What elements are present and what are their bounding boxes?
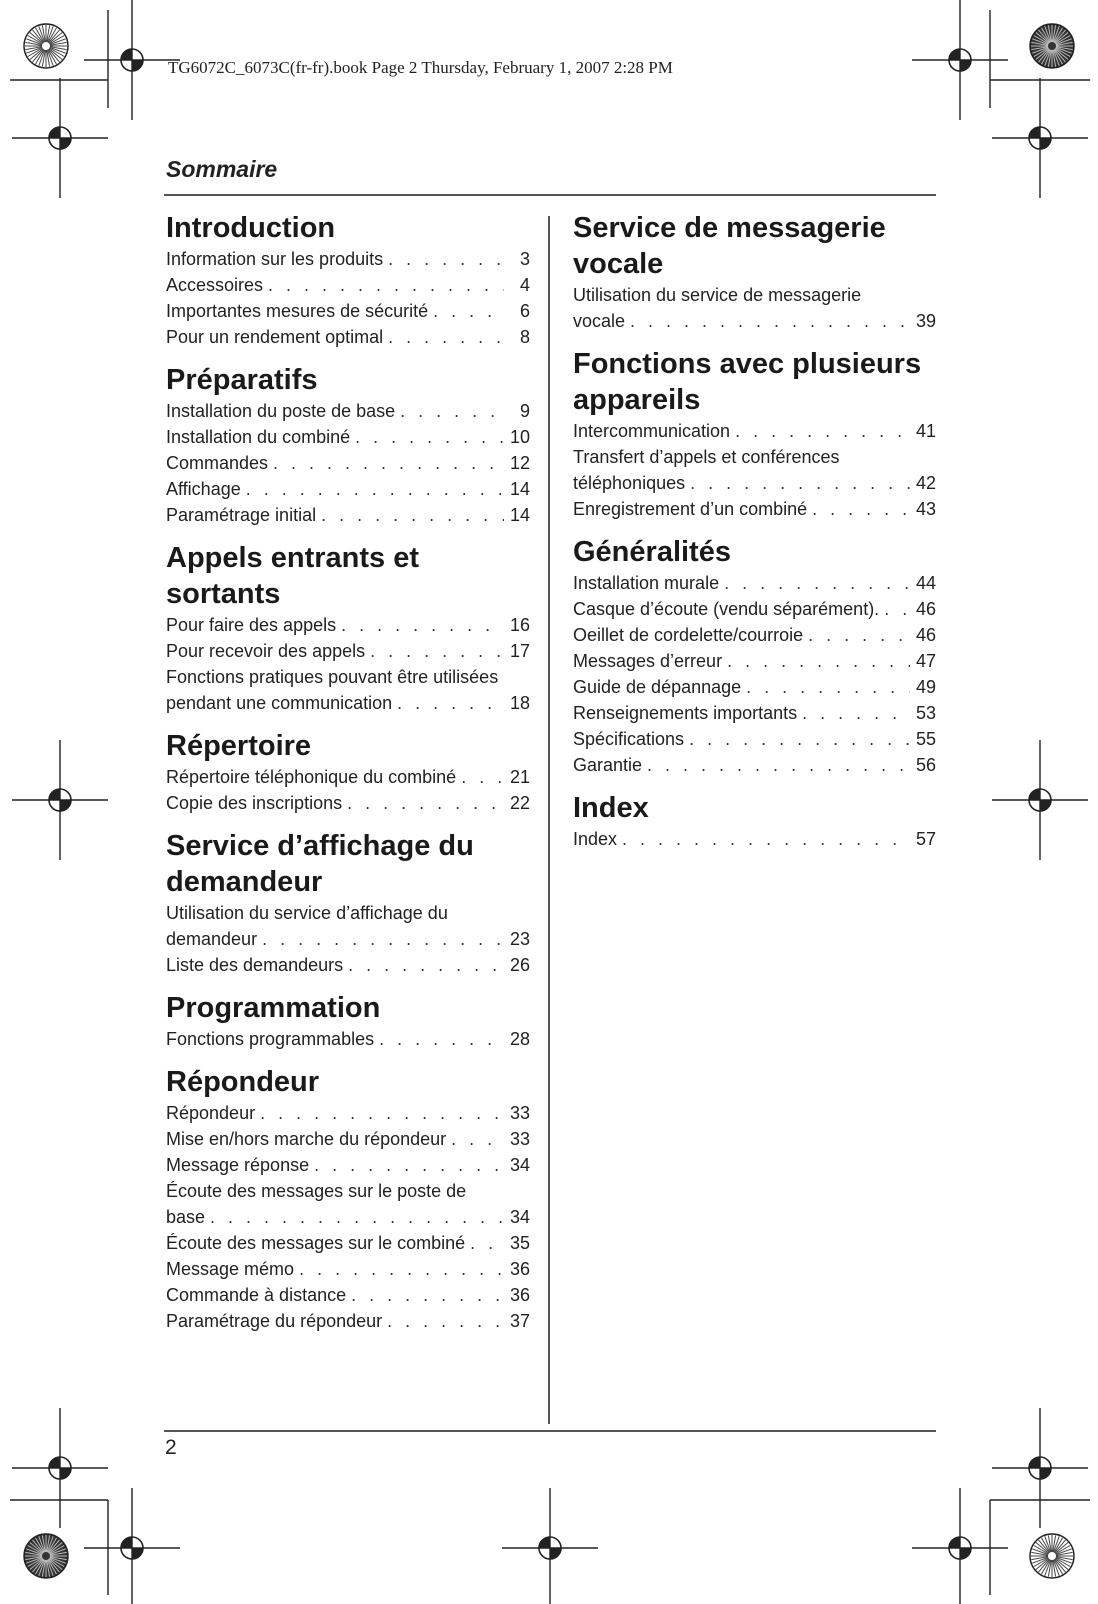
toc-entry-page-number: 6 bbox=[519, 301, 530, 321]
toc-entry bbox=[166, 690, 530, 716]
toc-entry bbox=[166, 764, 530, 790]
section-heading: Programmation bbox=[166, 992, 381, 1024]
toc-entry bbox=[166, 790, 530, 816]
section-heading: Service d’affichage du demandeur bbox=[166, 830, 474, 898]
toc-entry-title: Répertoire téléphonique du combiné bbox=[166, 767, 457, 787]
toc-entry bbox=[166, 638, 530, 664]
toc-entry bbox=[166, 1126, 530, 1152]
toc-entry-page-number: 26 bbox=[509, 955, 530, 975]
toc-entry-page-number: 10 bbox=[509, 427, 530, 447]
toc-entry-title: téléphoniques bbox=[573, 473, 686, 493]
dot-leader bbox=[321, 502, 504, 528]
toc-entry-title-line: Utilisation du service d’affichage du bbox=[166, 903, 448, 923]
dot-leader bbox=[260, 1100, 504, 1126]
toc-entry-page-number: 55 bbox=[915, 729, 936, 749]
toc-entry-title: demandeur bbox=[166, 929, 258, 949]
toc-entry-page-number: 35 bbox=[509, 1233, 530, 1253]
column-divider bbox=[548, 216, 550, 1424]
toc-section bbox=[166, 990, 530, 1052]
toc-entry bbox=[573, 496, 936, 522]
toc-entry bbox=[166, 502, 530, 528]
toc-entry bbox=[166, 476, 530, 502]
dot-leader bbox=[347, 790, 504, 816]
toc-entry-title: Copie des inscriptions bbox=[166, 793, 343, 813]
toc-section bbox=[573, 210, 936, 334]
toc-entry bbox=[166, 612, 530, 638]
toc-section bbox=[573, 346, 936, 522]
toc-entry-page-number: 9 bbox=[519, 401, 530, 421]
bottom-rule bbox=[164, 1430, 936, 1432]
toc-entry-title: Pour recevoir des appels bbox=[166, 641, 366, 661]
toc-entry-title: Enregistrement d’un combiné bbox=[573, 499, 808, 519]
toc-entry-title: Paramétrage initial bbox=[166, 505, 317, 525]
dot-leader bbox=[647, 752, 910, 778]
dot-leader bbox=[630, 308, 910, 334]
toc-entry bbox=[166, 424, 530, 450]
dot-leader bbox=[724, 570, 910, 596]
registration-target-icon bbox=[12, 1408, 108, 1528]
dot-leader bbox=[341, 612, 504, 638]
toc-entry-title: Message mémo bbox=[166, 1259, 295, 1279]
toc-entry-title-line: Fonctions pratiques pouvant être utilisées bbox=[166, 667, 499, 687]
toc-entry-title: Importantes mesures de sécurité bbox=[166, 301, 429, 321]
toc-entry-page-number: 22 bbox=[509, 793, 530, 813]
toc-entry-page-number: 16 bbox=[509, 615, 530, 635]
toc-entry bbox=[166, 1204, 530, 1230]
toc-entry-title: Index bbox=[573, 829, 618, 849]
toc-entry-page-number: 4 bbox=[519, 275, 530, 295]
toc-section bbox=[573, 790, 936, 852]
toc-entry-title: Commandes bbox=[166, 453, 269, 473]
dot-leader bbox=[348, 952, 504, 978]
section-heading: Appels entrants et sortants bbox=[166, 542, 419, 610]
registration-target-icon bbox=[12, 740, 108, 860]
toc-entry-title-line: Transfert d’appels et conférences bbox=[573, 447, 840, 467]
toc-entry-page-number: 33 bbox=[509, 1129, 530, 1149]
starburst-registration-icon bbox=[24, 1534, 68, 1578]
toc-entry-title: Liste des demandeurs bbox=[166, 955, 344, 975]
toc-section bbox=[166, 362, 530, 528]
toc-entry-page-number: 21 bbox=[509, 767, 530, 787]
toc-entry bbox=[166, 398, 530, 424]
toc-entry-page-number: 34 bbox=[509, 1155, 530, 1175]
dot-leader bbox=[451, 1126, 504, 1152]
book-file-header: TG6072C_6073C(fr-fr).book Page 2 Thursday, February 1, 2007 2:28 PM bbox=[168, 58, 673, 77]
toc-entry-title: Message réponse bbox=[166, 1155, 310, 1175]
section-heading: Index bbox=[573, 792, 649, 824]
toc-entry-page-number: 17 bbox=[509, 641, 530, 661]
toc-entry-page-number: 44 bbox=[915, 573, 936, 593]
toc-entry-title: Casque d’écoute (vendu séparément). bbox=[573, 599, 880, 619]
toc-entry-title: Information sur les produits bbox=[166, 249, 384, 269]
toc-entry bbox=[166, 952, 530, 978]
toc-entry-page-number: 34 bbox=[509, 1207, 530, 1227]
dot-leader bbox=[812, 496, 910, 522]
registration-target-icon bbox=[912, 0, 1008, 120]
toc-entry bbox=[166, 1308, 530, 1334]
dot-leader bbox=[689, 726, 910, 752]
toc-entry bbox=[166, 1230, 530, 1256]
dot-leader bbox=[268, 272, 504, 298]
toc-entry-page-number: 39 bbox=[915, 311, 936, 331]
toc-entry-page-number: 12 bbox=[509, 453, 530, 473]
dot-leader bbox=[746, 674, 910, 700]
toc-entry bbox=[573, 674, 936, 700]
toc-entry-page-number: 33 bbox=[509, 1103, 530, 1123]
toc-section bbox=[166, 1064, 530, 1334]
toc-section bbox=[166, 540, 530, 716]
toc-entry bbox=[573, 726, 936, 752]
toc-entry-title: Répondeur bbox=[166, 1103, 256, 1123]
toc-right-column bbox=[573, 210, 936, 852]
toc-entry-title: Écoute des messages sur le combiné bbox=[166, 1233, 466, 1253]
toc-entry-page-number: 47 bbox=[915, 651, 936, 671]
toc-entry bbox=[573, 752, 936, 778]
section-heading: Préparatifs bbox=[166, 364, 318, 396]
toc-entry bbox=[166, 246, 530, 272]
toc-entry-title: Mise en/hors marche du répondeur bbox=[166, 1129, 447, 1149]
toc-entry-page-number: 23 bbox=[509, 929, 530, 949]
dot-leader bbox=[355, 424, 504, 450]
dot-leader bbox=[802, 700, 910, 726]
toc-entry-title: Intercommunication bbox=[573, 421, 731, 441]
toc-entry-page-number: 37 bbox=[509, 1311, 530, 1331]
toc-entry-title: Pour un rendement optimal bbox=[166, 327, 384, 347]
starburst-registration-icon bbox=[1030, 1534, 1074, 1578]
toc-entry bbox=[166, 1282, 530, 1308]
toc-entry-title-line: Utilisation du service de messagerie bbox=[573, 285, 862, 305]
section-heading: Introduction bbox=[166, 212, 336, 244]
dot-leader bbox=[808, 622, 910, 648]
toc-entry bbox=[573, 596, 936, 622]
dot-leader bbox=[387, 1308, 504, 1334]
registration-target-icon bbox=[84, 0, 180, 120]
dot-leader bbox=[727, 648, 910, 674]
toc-entry bbox=[166, 450, 530, 476]
registration-target-icon bbox=[912, 1488, 1008, 1604]
dot-leader bbox=[690, 470, 910, 496]
page-number: 2 bbox=[165, 1436, 177, 1459]
dot-leader bbox=[884, 596, 910, 622]
toc-entry bbox=[166, 298, 530, 324]
dot-leader bbox=[262, 926, 504, 952]
section-heading: Répondeur bbox=[166, 1066, 320, 1098]
toc-entry bbox=[166, 1152, 530, 1178]
dot-leader bbox=[735, 418, 910, 444]
toc-entry-page-number: 56 bbox=[915, 755, 936, 775]
toc-entry-title: Affichage bbox=[166, 479, 241, 499]
toc-entry-title: Messages d’erreur bbox=[573, 651, 723, 671]
toc-entry-title: Fonctions programmables bbox=[166, 1029, 375, 1049]
toc-entry-page-number: 14 bbox=[509, 505, 530, 525]
dot-leader bbox=[622, 826, 910, 852]
toc-entry bbox=[573, 826, 936, 852]
toc-entry-page-number: 57 bbox=[915, 829, 936, 849]
toc-entry-title: Pour faire des appels bbox=[166, 615, 337, 635]
dot-leader bbox=[273, 450, 504, 476]
dot-leader bbox=[388, 324, 504, 350]
dot-leader bbox=[299, 1256, 504, 1282]
toc-entry-title: base bbox=[166, 1207, 206, 1227]
toc-entry bbox=[166, 1026, 530, 1052]
toc-entry bbox=[166, 272, 530, 298]
toc-section bbox=[573, 534, 936, 778]
dot-leader bbox=[400, 398, 504, 424]
toc-section bbox=[166, 728, 530, 816]
dot-leader bbox=[314, 1152, 504, 1178]
toc-entry bbox=[573, 418, 936, 444]
section-heading: Généralités bbox=[573, 536, 731, 568]
toc-entry-title: Installation du poste de base bbox=[166, 401, 396, 421]
dot-leader bbox=[433, 298, 504, 324]
toc-entry-title: pendant une communication bbox=[166, 693, 393, 713]
registration-target-icon bbox=[992, 78, 1088, 198]
toc-entry-page-number: 49 bbox=[915, 677, 936, 697]
toc-section bbox=[166, 210, 530, 350]
top-rule bbox=[164, 194, 936, 196]
toc-entry-title: Installation murale bbox=[573, 573, 720, 593]
toc-entry-page-number: 36 bbox=[509, 1259, 530, 1279]
toc-entry bbox=[166, 1100, 530, 1126]
toc-entry bbox=[573, 648, 936, 674]
dot-leader bbox=[210, 1204, 504, 1230]
registration-target-icon bbox=[12, 78, 108, 198]
toc-entry-page-number: 53 bbox=[915, 703, 936, 723]
dot-leader bbox=[351, 1282, 504, 1308]
toc-entry-page-number: 42 bbox=[915, 473, 936, 493]
toc-left-column bbox=[166, 210, 530, 1334]
registration-target-icon bbox=[84, 1488, 180, 1604]
toc-entry bbox=[573, 570, 936, 596]
toc-entry bbox=[166, 324, 530, 350]
toc-entry-title: Paramétrage du répondeur bbox=[166, 1311, 383, 1331]
toc-entry-page-number: 46 bbox=[915, 625, 936, 645]
toc-entry-page-number: 14 bbox=[509, 479, 530, 499]
toc-entry bbox=[573, 470, 936, 496]
toc-entry-title: Installation du combiné bbox=[166, 427, 351, 447]
toc-entry-page-number: 18 bbox=[509, 693, 530, 713]
toc-entry-title: Garantie bbox=[573, 755, 643, 775]
toc-entry bbox=[573, 700, 936, 726]
page-title: Sommaire bbox=[166, 156, 278, 182]
toc-entry-title: Renseignements importants bbox=[573, 703, 798, 723]
registration-target-icon bbox=[992, 1408, 1088, 1528]
toc-entry-page-number: 43 bbox=[915, 499, 936, 519]
registration-target-icon bbox=[992, 740, 1088, 860]
toc-entry-title-line: Écoute des messages sur le poste de bbox=[166, 1181, 467, 1201]
section-heading: Service de messagerie vocale bbox=[573, 212, 886, 280]
toc-entry bbox=[166, 926, 530, 952]
dot-leader bbox=[397, 690, 504, 716]
toc-entry-title: Accessoires bbox=[166, 275, 264, 295]
dot-leader bbox=[461, 764, 504, 790]
toc-entry-title: Guide de dépannage bbox=[573, 677, 742, 697]
toc-entry-page-number: 3 bbox=[519, 249, 530, 269]
toc-entry bbox=[166, 1256, 530, 1282]
toc-entry-page-number: 41 bbox=[915, 421, 936, 441]
dot-leader bbox=[470, 1230, 504, 1256]
starburst-registration-icon bbox=[1030, 24, 1074, 68]
toc-entry-page-number: 46 bbox=[915, 599, 936, 619]
dot-leader bbox=[379, 1026, 504, 1052]
dot-leader bbox=[246, 476, 504, 502]
dot-leader bbox=[388, 246, 504, 272]
dot-leader bbox=[370, 638, 504, 664]
toc-entry-title: vocale bbox=[573, 311, 626, 331]
registration-target-icon bbox=[502, 1488, 598, 1604]
starburst-registration-icon bbox=[24, 24, 68, 68]
toc-entry-title: Spécifications bbox=[573, 729, 685, 749]
section-heading: Fonctions avec plusieurs appareils bbox=[573, 348, 922, 416]
toc-section bbox=[166, 828, 530, 978]
toc-entry bbox=[573, 308, 936, 334]
toc-entry-page-number: 28 bbox=[509, 1029, 530, 1049]
toc-entry-page-number: 8 bbox=[519, 327, 530, 347]
toc-entry-title: Commande à distance bbox=[166, 1285, 347, 1305]
toc-entry-title: Oeillet de cordelette/courroie bbox=[573, 625, 804, 645]
toc-entry bbox=[573, 622, 936, 648]
toc-entry-page-number: 36 bbox=[509, 1285, 530, 1305]
section-heading: Répertoire bbox=[166, 730, 312, 762]
